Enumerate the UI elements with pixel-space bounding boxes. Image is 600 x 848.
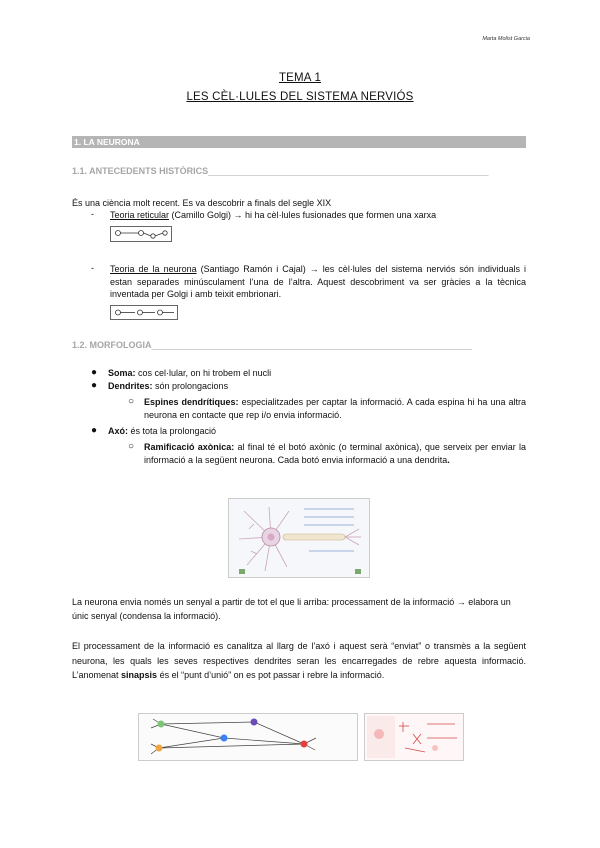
history-intro: És una ciència molt recent. Es va descobrir a finals del segle XIX [72,198,332,208]
section-heading: 1. LA NEURONA [74,137,140,147]
subsection-heading-morphology: 1.2. MORFOLOGIA________________________________________________________________ [72,340,472,350]
page-subtitle: LES CÈL·LULES DEL SISTEMA NERVIÓS [186,91,414,103]
paragraph-synapse: El processament de la informació es canalitza al llarg de l’axó i aquest serà “enviat” o transmès a la següent neurona, les quals les seves respectives dendrites seran les encarregades de rebre aquesta informació. L’anomenat sinapsis és el “punt d’unió” on es pot passar i rebre la informació. [72,641,526,680]
subsection-heading-history: 1.1. ANTECEDENTS HISTÒRICS________________________________________________________ [72,166,489,176]
list-item-neuron-theory: Teoria de la neurona (Santiago Ramón i Cajal) → les cèl·lules del sistema nerviós són individuals i estan separades minúsculament l’una de l’altra. Aquest descobriment va ser gràcies a la tècnica inventada per Golgi i amb teixit embrionari. [110,264,527,299]
bullet-icon: ● [91,425,98,436]
list-item-dendritic-spines: Espines dendrítiques: especialitzades per captar la informació. A cada espina hi ha una altra neurona en contacte que rep i/o envia informació. [144,397,526,420]
list-dash: - [91,209,94,219]
circle-bullet-icon: ○ [128,396,135,407]
section-heading-bar [72,136,526,148]
list-item-axon-branching: Ramificació axònica: al final té el botó axònic (o terminal axònica), que serveix per enviar la informació a la següent neurona. Cada botó envia informació a una dendrita. [144,442,526,465]
bullet-icon: ● [91,380,98,391]
list-item-soma: Soma: cos cel·lular, on hi trobem el nucli [108,368,272,378]
page-title: TEMA 1 [278,72,322,84]
list-item-reticular: Teoria reticular (Camillo Golgi) → hi ha cèl·lules fusionades que formen una xarxa [110,210,437,220]
list-item-dendrites: Dendrites: són prolongacions [108,381,229,391]
author-name: Marta Molist Garcia [482,36,530,42]
neural-circuit-image [138,713,358,761]
circle-bullet-icon: ○ [128,441,135,452]
synapse-detail-image [364,713,464,761]
list-dash: - [91,263,94,273]
bullet-icon: ● [91,367,98,378]
neuron-theory-sketch [110,305,178,320]
list-item-axon: Axó: és tota la prolongació [108,426,217,436]
paragraph-signal: La neurona envia només un senyal a partir de tot el que li arriba: processament de la informació → elabora un únic senyal (condensa la informació). [72,597,511,621]
neuron-diagram-image [228,498,370,578]
reticular-network-sketch [110,226,172,242]
